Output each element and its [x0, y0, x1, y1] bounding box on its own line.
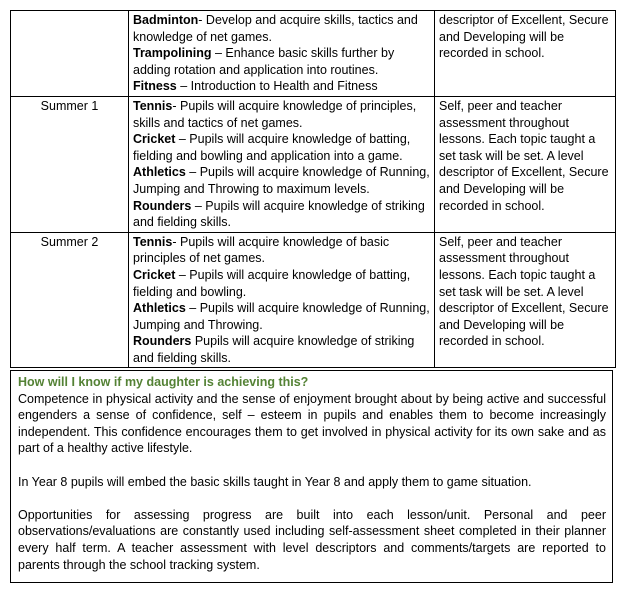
assessment-cell: Self, peer and teacher assessment throughout lessons. Each topic taught a set task will be set. A level descriptor of Excellent, Secure and Developing will be recorded in school.: [435, 96, 616, 232]
topic-name: Badminton: [133, 13, 199, 27]
topics-cell: [129, 11, 435, 97]
table-row: [11, 11, 616, 97]
curriculum-table-body: [11, 11, 616, 368]
topic-description: Pupils will acquire knowledge of batting, fielding and bowling.: [133, 267, 411, 299]
achievement-paragraph-3: Opportunities for assessing progress are built into each lesson/unit. Personal and peer observations/evaluations are constantly used including self-assessment sheet completed in their planner every half term. A teacher assessment with level descriptors and comments/targets are reported to parents through the school tracking system.: [18, 507, 606, 572]
topic-name: Fitness: [133, 79, 177, 94]
topics-cell: [129, 232, 435, 368]
assessment-cell: descriptor of Excellent, Secure and Developing will be recorded in school.: [435, 11, 616, 97]
topic-name: Athletics: [133, 301, 186, 316]
topic-entry: [133, 267, 430, 300]
topic-name: Tennis: [133, 234, 173, 249]
curriculum-table: [10, 10, 616, 368]
topic-separator: -: [172, 98, 180, 113]
topic-description: Pupils will acquire knowledge of Running, Jumping and Throwing.: [133, 301, 430, 332]
topic-entry: [133, 234, 430, 267]
topic-description: Pupils will acquire knowledge of striking and fielding skills.: [133, 334, 415, 365]
term-cell: Summer 1: [11, 96, 129, 232]
topic-entry: [133, 333, 430, 366]
achievement-paragraph-1: Competence in physical activity and the sense of enjoyment brought about by being active and successful engenders a sense of confidence, self – esteem in pupils and enables them to become increasingly independent. This confidence encourages them to get involved in physical activity for its own sake and as part of a healthy active lifestyle.: [18, 391, 606, 456]
topic-name: Rounders: [133, 334, 192, 349]
topic-entry: [133, 12, 430, 45]
topic-description: Pupils will acquire knowledge of batting, fielding and bowling and application into a game.: [133, 132, 411, 163]
topic-entry: [133, 131, 430, 164]
topic-separator: –: [185, 165, 200, 180]
topic-entry: [133, 300, 430, 333]
topics-cell: [129, 96, 435, 232]
table-row: [11, 96, 616, 232]
table-row: [11, 232, 616, 368]
achievement-section: [10, 370, 613, 583]
achievement-paragraph-2: In Year 8 pupils will embed the basic skills taught in Year 8 and apply them to game situation.: [18, 474, 532, 489]
topic-description: Introduction to Health and Fitness: [190, 79, 378, 94]
term-cell: Summer 2: [11, 232, 129, 368]
topic-separator: –: [211, 46, 226, 61]
topic-separator: –: [176, 79, 191, 94]
topic-separator: –: [185, 301, 200, 316]
topic-name: Athletics: [133, 165, 186, 180]
topic-entry: [133, 98, 430, 131]
topic-separator: -: [198, 13, 206, 27]
topic-description: Develop and acquire skills, tactics and knowledge of net games.: [133, 13, 418, 44]
topic-description: Pupils will acquire knowledge of striking and fielding skills.: [133, 198, 425, 230]
topic-name: Trampolining: [133, 46, 212, 61]
topic-name: Rounders: [133, 198, 192, 213]
topic-description: Pupils will acquire knowledge of basic principles of net games.: [133, 234, 390, 266]
topic-separator: -: [172, 234, 180, 249]
topic-entry: [133, 198, 430, 231]
topic-entry: [133, 78, 430, 95]
topic-name: Tennis: [133, 98, 173, 113]
topic-entry: [133, 45, 430, 78]
achievement-heading: How will I know if my daughter is achieving this?: [18, 375, 309, 389]
topic-name: Cricket: [133, 132, 176, 147]
topic-separator: –: [175, 267, 190, 282]
topic-description: Enhance basic skills further by adding rotation and application into routines.: [133, 46, 395, 77]
topic-name: Cricket: [133, 267, 176, 282]
topic-separator: –: [191, 198, 206, 213]
topic-description: Pupils will acquire knowledge of Running, Jumping and Throwing to maximum levels.: [133, 165, 430, 196]
topic-description: Pupils will acquire knowledge of principles, skills and tactics of net games.: [133, 98, 417, 130]
assessment-cell: Self, peer and teacher assessment throughout lessons. Each topic taught a set task will be set. A level descriptor of Excellent, Secure and Developing will be recorded in school.: [435, 232, 616, 368]
topic-entry: [133, 164, 430, 197]
term-cell: [11, 11, 129, 97]
topic-separator: –: [175, 132, 190, 147]
